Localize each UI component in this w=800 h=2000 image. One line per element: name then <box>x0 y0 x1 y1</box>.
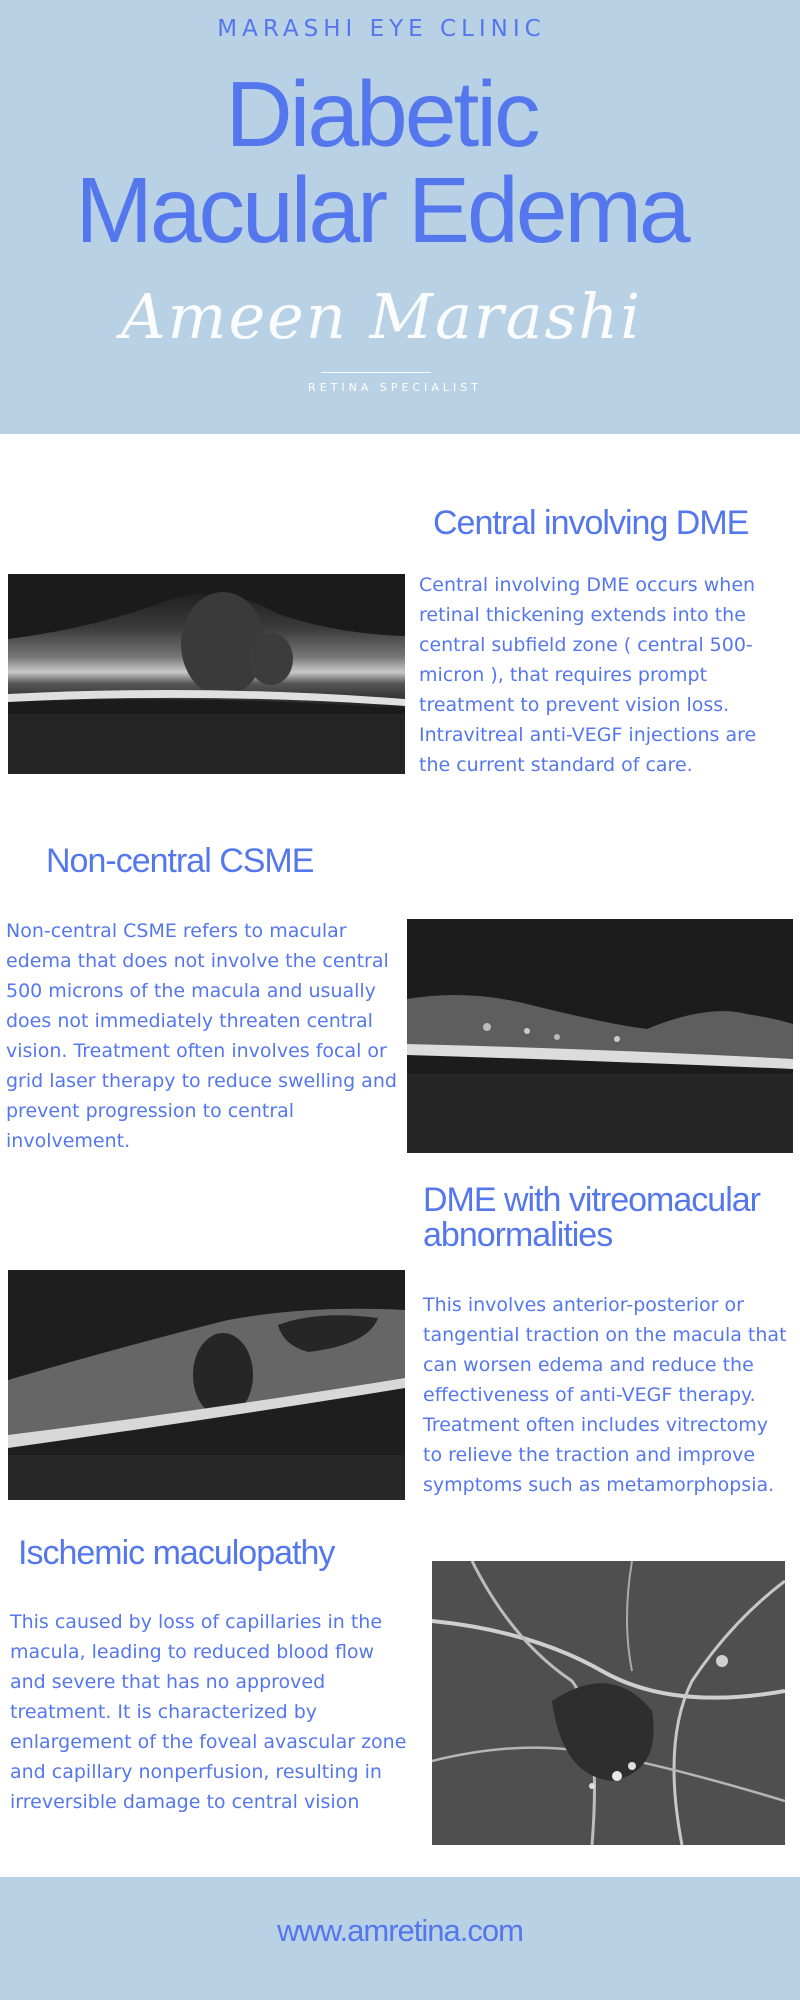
page-title <box>0 62 763 262</box>
page-title-line-2: Macular Edema <box>75 158 688 262</box>
section-heading-noncentral-csme: Non-central CSME <box>46 842 314 880</box>
oct-image-noncentral-csme <box>407 919 793 1153</box>
section-heading-vitreomacular-line-1: DME with vitreomacular <box>423 1181 760 1219</box>
page-title-line-1: Diabetic <box>225 62 538 166</box>
clinic-name: MARASHI EYE CLINIC <box>217 16 546 42</box>
section-text-vitreomacular: This involves anterior-posterior or tangential traction on the macula that can worsen edema and reduce the effectiveness of anti-VEGF therapy. Treatment often includes vitrectomy to relieve the traction and improve symptoms such as metamorphopsia. <box>423 1294 787 1496</box>
section-heading-vitreomacular <box>423 1183 760 1253</box>
author-signature: Ameen Marashi <box>120 280 643 353</box>
oct-image-central-dme <box>8 574 405 774</box>
author-specialty: RETINA SPECIALIST <box>308 381 482 394</box>
signature-divider <box>321 372 431 373</box>
section-text-central-dme: Central involving DME occurs when retinal thickening extends into the central subfield zone ( central 500-micron ), that requires prompt treatment to prevent vision loss. Intravitreal anti-VEGF injections are the current standard of care. <box>419 574 757 776</box>
section-heading-ischemic: Ischemic maculopathy <box>18 1534 335 1572</box>
section-heading-vitreomacular-line-2: abnormalities <box>423 1216 613 1254</box>
website-link[interactable]: www.amretina.com <box>277 1913 523 1948</box>
angiography-image-ischemic <box>432 1561 785 1845</box>
oct-image-vitreomacular <box>8 1270 405 1500</box>
section-text-noncentral-csme: Non-central CSME refers to macular edema that does not involve the central 500 microns of the macula and usually does not immediately threaten central vision. Treatment often involves focal or grid laser therapy to reduce swelling and prevent progression to central involvement. <box>6 920 397 1152</box>
section-heading-central-dme: Central involving DME <box>433 504 749 542</box>
section-text-ischemic: This caused by loss of capillaries in the macula, leading to reduced blood flow and severe that has no approved treatment. It is characterized by enlargement of the foveal avascular zone and capillary nonperfusion, resulting in irreversible damage to central vision <box>10 1611 407 1813</box>
